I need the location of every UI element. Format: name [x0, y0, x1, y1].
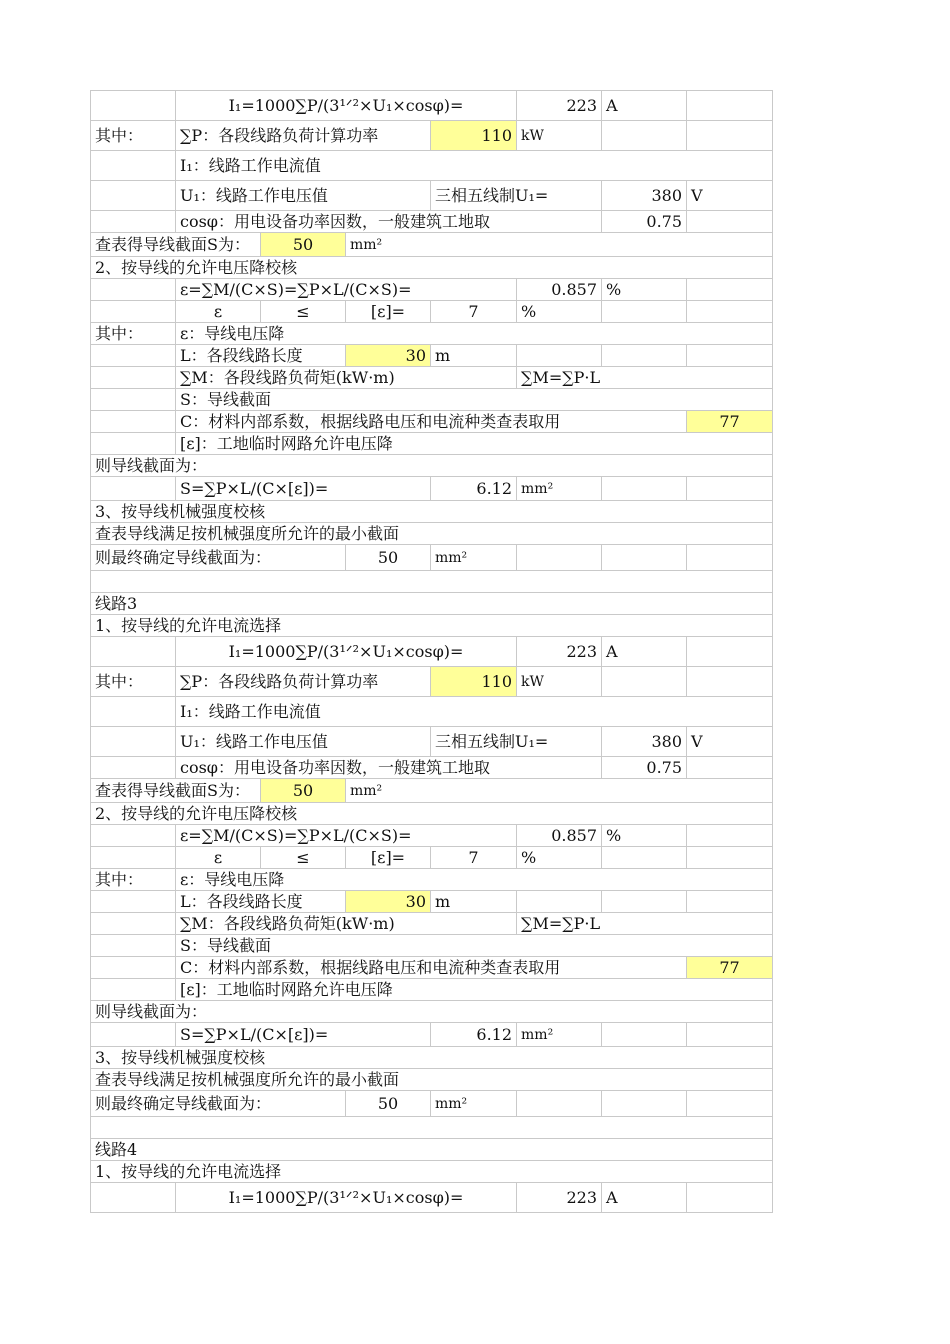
- sheet-row: [91, 1001, 773, 1023]
- sheet-row: [91, 279, 773, 301]
- sheet-cell[interactable]: ∑M=∑P·L: [517, 367, 773, 389]
- sheet-row: [91, 615, 773, 637]
- sheet-cell[interactable]: 3、按导线机械强度校核: [91, 1047, 773, 1069]
- sheet-cell[interactable]: 77: [687, 957, 773, 979]
- sheet-row: [91, 1117, 773, 1139]
- sheet-row: [91, 757, 773, 779]
- sheet-cell[interactable]: 查表导线满足按机械强度所允许的最小截面: [91, 523, 773, 545]
- sheet-cell[interactable]: 线路3: [91, 593, 773, 615]
- sheet-cell[interactable]: [602, 667, 687, 697]
- sheet-cell[interactable]: ∑P：各段线路负荷计算功率: [176, 667, 431, 697]
- sheet-cell[interactable]: ε=∑M/(C×S)=∑P×L/(C×S)=: [176, 279, 517, 301]
- sheet-cell[interactable]: 380: [602, 727, 687, 757]
- sheet-cell[interactable]: [687, 279, 773, 301]
- sheet-row: [91, 389, 773, 411]
- sheet-cell[interactable]: ∑M：各段线路负荷矩(kW·m): [176, 913, 517, 935]
- sheet-cell[interactable]: S=∑P×L/(C×[ε])=: [176, 477, 431, 501]
- sheet-cell[interactable]: kW: [517, 121, 602, 151]
- sheet-cell[interactable]: [91, 367, 176, 389]
- sheet-cell[interactable]: [687, 847, 773, 869]
- sheet-row: [91, 1091, 773, 1117]
- sheet-cell[interactable]: 77: [687, 411, 773, 433]
- sheet-cell[interactable]: %: [517, 301, 602, 323]
- sheet-cell[interactable]: 则最终确定导线截面为：: [91, 545, 346, 571]
- sheet-cell[interactable]: I₁：线路工作电流值: [176, 151, 773, 181]
- sheet-cell[interactable]: ∑M=∑P·L: [517, 913, 773, 935]
- sheet-cell[interactable]: 线路4: [91, 1139, 773, 1161]
- sheet-row: [91, 501, 773, 523]
- sheet-row: [91, 477, 773, 501]
- sheet-cell[interactable]: [91, 151, 176, 181]
- sheet-cell[interactable]: 其中：: [91, 869, 176, 891]
- sheet-cell[interactable]: [602, 1023, 687, 1047]
- sheet-cell[interactable]: [602, 121, 687, 151]
- sheet-cell[interactable]: [602, 1091, 687, 1117]
- sheet-cell[interactable]: [91, 389, 176, 411]
- sheet-cell[interactable]: U₁：线路工作电压值: [176, 727, 431, 757]
- sheet-cell[interactable]: 6.12: [431, 477, 517, 501]
- sheet-cell[interactable]: [ε]：工地临时网路允许电压降: [176, 979, 773, 1001]
- sheet-row: [91, 935, 773, 957]
- sheet-cell[interactable]: ≤: [261, 301, 346, 323]
- sheet-row: [91, 181, 773, 211]
- sheet-row: [91, 91, 773, 121]
- sheet-cell[interactable]: 6.12: [431, 1023, 517, 1047]
- sheet-cell[interactable]: 110: [431, 121, 517, 151]
- sheet-cell[interactable]: I₁=1000∑P/(3¹ᐟ²×U₁×cosφ)=: [176, 637, 517, 667]
- sheet-cell[interactable]: 380: [602, 181, 687, 211]
- sheet-cell[interactable]: 0.857: [517, 825, 602, 847]
- sheet-row: [91, 1139, 773, 1161]
- sheet-row: [91, 345, 773, 367]
- sheet-cell[interactable]: [602, 477, 687, 501]
- sheet-row: [91, 233, 773, 257]
- sheet-cell[interactable]: [687, 211, 773, 233]
- sheet-cell[interactable]: 223: [517, 637, 602, 667]
- sheet-cell[interactable]: [602, 545, 687, 571]
- sheet-cell[interactable]: [517, 345, 602, 367]
- sheet-cell[interactable]: [687, 301, 773, 323]
- sheet-row: [91, 323, 773, 345]
- sheet-cell[interactable]: S=∑P×L/(C×[ε])=: [176, 1023, 431, 1047]
- sheet-cell[interactable]: 查表导线满足按机械强度所允许的最小截面: [91, 1069, 773, 1091]
- sheet-cell[interactable]: [687, 345, 773, 367]
- sheet-cell[interactable]: S：导线截面: [176, 935, 773, 957]
- sheet-row: [91, 1069, 773, 1091]
- sheet-cell[interactable]: 查表得导线截面S为：: [91, 779, 261, 803]
- sheet-cell[interactable]: 0.857: [517, 279, 602, 301]
- sheet-cell[interactable]: [91, 301, 176, 323]
- sheet-cell[interactable]: 1、按导线的允许电流选择: [91, 615, 773, 637]
- sheet-cell[interactable]: 3、按导线机械强度校核: [91, 501, 773, 523]
- sheet-cell[interactable]: mm²: [517, 1023, 602, 1047]
- sheet-cell[interactable]: [602, 301, 687, 323]
- sheet-cell[interactable]: [687, 825, 773, 847]
- sheet-cell[interactable]: 7: [431, 301, 517, 323]
- sheet-cell[interactable]: 三相五线制U₁=: [431, 181, 602, 211]
- sheet-cell[interactable]: [91, 411, 176, 433]
- sheet-cell[interactable]: %: [602, 279, 687, 301]
- sheet-row: [91, 211, 773, 233]
- sheet-cell[interactable]: I₁=1000∑P/(3¹ᐟ²×U₁×cosφ)=: [176, 91, 517, 121]
- sheet-row: [91, 637, 773, 667]
- sheet-cell[interactable]: [91, 697, 176, 727]
- sheet-row: [91, 301, 773, 323]
- sheet-cell[interactable]: [91, 979, 176, 1001]
- sheet-row: [91, 1047, 773, 1069]
- sheet-cell[interactable]: [517, 1091, 602, 1117]
- sheet-cell[interactable]: 7: [431, 847, 517, 869]
- sheet-cell[interactable]: [91, 279, 176, 301]
- sheet-cell[interactable]: [687, 757, 773, 779]
- sheet-row: [91, 957, 773, 979]
- sheet-cell[interactable]: L：各段线路长度: [176, 345, 346, 367]
- sheet-cell[interactable]: ε: [176, 301, 261, 323]
- sheet-cell[interactable]: 三相五线制U₁=: [431, 727, 602, 757]
- sheet-cell[interactable]: [687, 637, 773, 667]
- calculation-sheet: [90, 90, 773, 1213]
- sheet-cell[interactable]: [91, 757, 176, 779]
- sheet-cell[interactable]: [517, 891, 602, 913]
- sheet-row: [91, 523, 773, 545]
- sheet-cell[interactable]: ε：导线电压降: [176, 869, 773, 891]
- sheet-row: [91, 367, 773, 389]
- sheet-row: [91, 979, 773, 1001]
- sheet-cell[interactable]: [91, 727, 176, 757]
- sheet-cell[interactable]: ≤: [261, 847, 346, 869]
- sheet-cell[interactable]: kW: [517, 667, 602, 697]
- sheet-cell[interactable]: m: [431, 891, 517, 913]
- sheet-cell[interactable]: [602, 847, 687, 869]
- sheet-cell[interactable]: [91, 847, 176, 869]
- sheet-row: [91, 121, 773, 151]
- sheet-row: [91, 779, 773, 803]
- sheet-cell[interactable]: [687, 545, 773, 571]
- sheet-cell[interactable]: [91, 1117, 773, 1139]
- sheet-row: [91, 571, 773, 593]
- sheet-cell[interactable]: 50: [346, 1091, 431, 1117]
- sheet-cell[interactable]: [517, 545, 602, 571]
- sheet-cell[interactable]: A: [602, 1183, 687, 1213]
- sheet-cell[interactable]: [687, 891, 773, 913]
- sheet-cell[interactable]: [602, 345, 687, 367]
- sheet-cell[interactable]: [91, 477, 176, 501]
- sheet-row: [91, 1161, 773, 1183]
- sheet-row: [91, 913, 773, 935]
- sheet-cell[interactable]: 0.75: [602, 211, 687, 233]
- sheet-cell[interactable]: [687, 91, 773, 121]
- sheet-cell[interactable]: U₁：线路工作电压值: [176, 181, 431, 211]
- sheet-cell[interactable]: ε: [176, 847, 261, 869]
- sheet-cell[interactable]: [687, 1023, 773, 1047]
- sheet-cell[interactable]: L：各段线路长度: [176, 891, 346, 913]
- sheet-cell[interactable]: [91, 891, 176, 913]
- sheet-cell[interactable]: I₁：线路工作电流值: [176, 697, 773, 727]
- sheet-row: [91, 727, 773, 757]
- sheet-cell[interactable]: [ε]：工地临时网路允许电压降: [176, 433, 773, 455]
- sheet-cell[interactable]: 50: [261, 233, 346, 257]
- sheet-cell[interactable]: ε：导线电压降: [176, 323, 773, 345]
- sheet-cell[interactable]: [91, 1023, 176, 1047]
- sheet-cell[interactable]: 50: [346, 545, 431, 571]
- sheet-cell[interactable]: [91, 181, 176, 211]
- sheet-row: [91, 803, 773, 825]
- sheet-cell[interactable]: [ε]=: [346, 847, 431, 869]
- sheet-cell[interactable]: S：导线截面: [176, 389, 773, 411]
- sheet-cell[interactable]: [ε]=: [346, 301, 431, 323]
- sheet-cell[interactable]: mm²: [517, 477, 602, 501]
- sheet-cell[interactable]: [91, 433, 176, 455]
- sheet-cell[interactable]: V: [687, 181, 773, 211]
- sheet-cell[interactable]: [91, 913, 176, 935]
- sheet-cell[interactable]: 223: [517, 1183, 602, 1213]
- sheet-cell[interactable]: [91, 211, 176, 233]
- sheet-cell[interactable]: 则最终确定导线截面为：: [91, 1091, 346, 1117]
- sheet-cell[interactable]: [687, 667, 773, 697]
- sheet-row: [91, 545, 773, 571]
- sheet-cell[interactable]: 其中：: [91, 323, 176, 345]
- sheet-cell[interactable]: 则导线截面为：: [91, 455, 773, 477]
- sheet-row: [91, 433, 773, 455]
- sheet-cell[interactable]: 2、按导线的允许电压降校核: [91, 257, 773, 279]
- sheet-cell[interactable]: [687, 1091, 773, 1117]
- sheet-row: [91, 697, 773, 727]
- sheet-row: [91, 1183, 773, 1213]
- sheet-row: [91, 891, 773, 913]
- sheet-cell[interactable]: 30: [346, 345, 431, 367]
- sheet-row: [91, 667, 773, 697]
- sheet-cell[interactable]: [91, 637, 176, 667]
- sheet-cell[interactable]: I₁=1000∑P/(3¹ᐟ²×U₁×cosφ)=: [176, 1183, 517, 1213]
- sheet-cell[interactable]: cosφ：用电设备功率因数，一般建筑工地取: [176, 211, 602, 233]
- sheet-row: [91, 869, 773, 891]
- sheet-cell[interactable]: ∑M：各段线路负荷矩(kW·m): [176, 367, 517, 389]
- sheet-cell[interactable]: [91, 957, 176, 979]
- sheet-cell[interactable]: 50: [261, 779, 346, 803]
- sheet-row: [91, 151, 773, 181]
- sheet-cell[interactable]: mm²: [431, 545, 517, 571]
- sheet-cell[interactable]: 110: [431, 667, 517, 697]
- sheet-cell[interactable]: 其中：: [91, 121, 176, 151]
- sheet-cell[interactable]: [91, 825, 176, 847]
- sheet-row: [91, 257, 773, 279]
- sheet-cell[interactable]: [687, 1183, 773, 1213]
- sheet-cell[interactable]: 0.75: [602, 757, 687, 779]
- sheet-row: [91, 593, 773, 615]
- sheet-cell[interactable]: V: [687, 727, 773, 757]
- sheet-cell[interactable]: mm²: [431, 1091, 517, 1117]
- sheet-cell[interactable]: C：材料内部系数，根据线路电压和电流种类查表取用: [176, 957, 687, 979]
- sheet-cell[interactable]: %: [517, 847, 602, 869]
- sheet-row: [91, 825, 773, 847]
- sheet-cell[interactable]: mm²: [346, 779, 773, 803]
- sheet-cell[interactable]: 则导线截面为：: [91, 1001, 773, 1023]
- sheet-cell[interactable]: 223: [517, 91, 602, 121]
- sheet-cell[interactable]: [91, 935, 176, 957]
- sheet-cell[interactable]: %: [602, 825, 687, 847]
- sheet-cell[interactable]: 2、按导线的允许电压降校核: [91, 803, 773, 825]
- sheet-body: [91, 91, 773, 1213]
- sheet-cell[interactable]: 查表得导线截面S为：: [91, 233, 261, 257]
- sheet-cell[interactable]: 30: [346, 891, 431, 913]
- sheet-cell[interactable]: ∑P：各段线路负荷计算功率: [176, 121, 431, 151]
- sheet-cell[interactable]: [91, 571, 773, 593]
- sheet-cell[interactable]: A: [602, 91, 687, 121]
- sheet-cell[interactable]: [687, 121, 773, 151]
- sheet-cell[interactable]: [91, 345, 176, 367]
- sheet-cell[interactable]: ε=∑M/(C×S)=∑P×L/(C×S)=: [176, 825, 517, 847]
- sheet-cell[interactable]: mm²: [346, 233, 773, 257]
- sheet-cell[interactable]: C：材料内部系数，根据线路电压和电流种类查表取用: [176, 411, 687, 433]
- sheet-cell[interactable]: 其中：: [91, 667, 176, 697]
- sheet-cell[interactable]: [91, 1183, 176, 1213]
- sheet-row: [91, 455, 773, 477]
- sheet-cell[interactable]: A: [602, 637, 687, 667]
- sheet-cell[interactable]: 1、按导线的允许电流选择: [91, 1161, 773, 1183]
- sheet-row: [91, 847, 773, 869]
- sheet-cell[interactable]: [91, 91, 176, 121]
- sheet-cell[interactable]: [687, 477, 773, 501]
- sheet-row: [91, 1023, 773, 1047]
- sheet-cell[interactable]: cosφ：用电设备功率因数，一般建筑工地取: [176, 757, 602, 779]
- sheet-cell[interactable]: m: [431, 345, 517, 367]
- sheet-row: [91, 411, 773, 433]
- sheet-cell[interactable]: [602, 891, 687, 913]
